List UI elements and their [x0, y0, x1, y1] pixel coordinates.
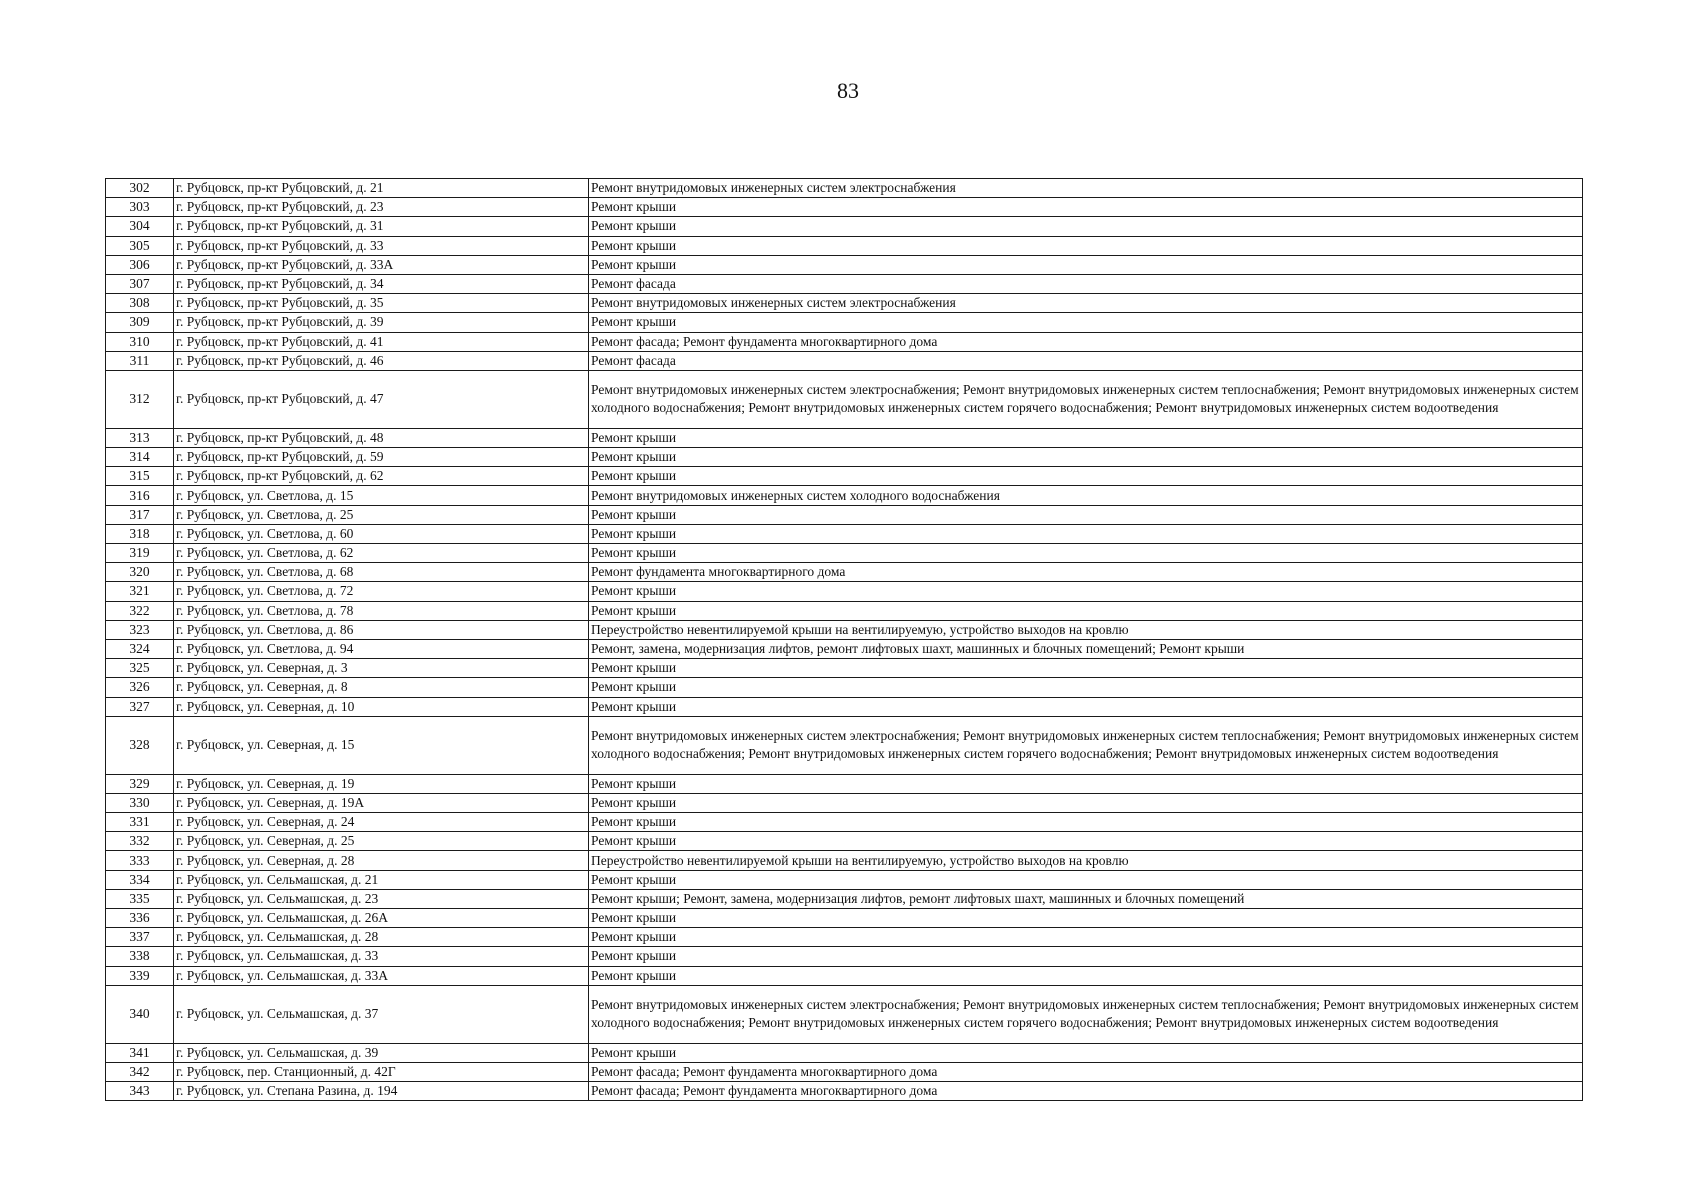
row-number-cell: 338 — [106, 947, 174, 966]
work-type-cell: Ремонт крыши — [589, 544, 1583, 563]
table-row — [106, 351, 1583, 370]
work-type-cell: Ремонт крыши — [589, 793, 1583, 812]
row-number-cell: 333 — [106, 851, 174, 870]
row-number-cell: 331 — [106, 813, 174, 832]
row-number-cell: 327 — [106, 697, 174, 716]
table-row — [106, 313, 1583, 332]
address-cell: г. Рубцовск, пр-кт Рубцовский, д. 33А — [174, 255, 589, 274]
address-cell: г. Рубцовск, пр-кт Рубцовский, д. 21 — [174, 179, 589, 198]
table-row — [106, 851, 1583, 870]
table-row — [106, 659, 1583, 678]
address-cell: г. Рубцовск, пр-кт Рубцовский, д. 39 — [174, 313, 589, 332]
row-number-cell: 312 — [106, 370, 174, 428]
address-cell: г. Рубцовск, ул. Северная, д. 15 — [174, 716, 589, 774]
table-row — [106, 179, 1583, 198]
row-number-cell: 311 — [106, 351, 174, 370]
row-number-cell: 306 — [106, 255, 174, 274]
address-cell: г. Рубцовск, ул. Сельмашская, д. 33 — [174, 947, 589, 966]
address-cell: г. Рубцовск, ул. Северная, д. 25 — [174, 832, 589, 851]
work-type-cell: Ремонт, замена, модернизация лифтов, ремонт лифтовых шахт, машинных и блочных помещений; Ремонт крыши — [589, 639, 1583, 658]
row-number-cell: 316 — [106, 486, 174, 505]
row-number-cell: 318 — [106, 524, 174, 543]
table-row — [106, 294, 1583, 313]
work-type-cell: Ремонт фасада; Ремонт фундамента многоквартирного дома — [589, 1082, 1583, 1101]
table-row — [106, 620, 1583, 639]
address-cell: г. Рубцовск, ул. Светлова, д. 25 — [174, 505, 589, 524]
work-type-cell: Ремонт крыши — [589, 909, 1583, 928]
table-row — [106, 966, 1583, 985]
work-type-cell: Ремонт крыши — [589, 313, 1583, 332]
work-type-cell: Переустройство невентилируемой крыши на вентилируемую, устройство выходов на кровлю — [589, 620, 1583, 639]
table-row — [106, 870, 1583, 889]
work-type-cell: Ремонт крыши — [589, 966, 1583, 985]
table-row — [106, 544, 1583, 563]
row-number-cell: 320 — [106, 563, 174, 582]
work-type-cell: Ремонт крыши — [589, 505, 1583, 524]
table-row — [106, 909, 1583, 928]
table-row — [106, 428, 1583, 447]
row-number-cell: 335 — [106, 889, 174, 908]
work-type-cell: Ремонт крыши — [589, 870, 1583, 889]
work-type-cell: Ремонт крыши — [589, 832, 1583, 851]
row-number-cell: 315 — [106, 467, 174, 486]
address-cell: г. Рубцовск, ул. Северная, д. 8 — [174, 678, 589, 697]
address-cell: г. Рубцовск, ул. Сельмашская, д. 37 — [174, 985, 589, 1043]
work-type-cell: Ремонт крыши — [589, 678, 1583, 697]
row-number-cell: 325 — [106, 659, 174, 678]
address-cell: г. Рубцовск, ул. Светлова, д. 60 — [174, 524, 589, 543]
row-number-cell: 314 — [106, 448, 174, 467]
address-cell: г. Рубцовск, ул. Светлова, д. 15 — [174, 486, 589, 505]
table-row — [106, 774, 1583, 793]
row-number-cell: 328 — [106, 716, 174, 774]
table-row — [106, 370, 1583, 428]
table-row — [106, 639, 1583, 658]
address-cell: г. Рубцовск, ул. Сельмашская, д. 33А — [174, 966, 589, 985]
work-type-cell: Ремонт крыши — [589, 947, 1583, 966]
table-row — [106, 889, 1583, 908]
row-number-cell: 329 — [106, 774, 174, 793]
address-cell: г. Рубцовск, пр-кт Рубцовский, д. 46 — [174, 351, 589, 370]
row-number-cell: 326 — [106, 678, 174, 697]
row-number-cell: 341 — [106, 1043, 174, 1062]
work-type-cell: Ремонт крыши — [589, 428, 1583, 447]
table-row — [106, 985, 1583, 1043]
row-number-cell: 302 — [106, 179, 174, 198]
address-cell: г. Рубцовск, ул. Северная, д. 19 — [174, 774, 589, 793]
table-row — [106, 832, 1583, 851]
row-number-cell: 305 — [106, 236, 174, 255]
work-type-cell: Ремонт фасада — [589, 274, 1583, 293]
table-row — [106, 813, 1583, 832]
table-row — [106, 793, 1583, 812]
work-type-cell: Ремонт крыши; Ремонт, замена, модернизация лифтов, ремонт лифтовых шахт, машинных и блочных помещений — [589, 889, 1583, 908]
work-type-cell: Ремонт крыши — [589, 236, 1583, 255]
work-type-cell: Ремонт крыши — [589, 448, 1583, 467]
address-cell: г. Рубцовск, пр-кт Рубцовский, д. 34 — [174, 274, 589, 293]
address-cell: г. Рубцовск, пер. Станционный, д. 42Г — [174, 1062, 589, 1081]
row-number-cell: 343 — [106, 1082, 174, 1101]
table-row — [106, 697, 1583, 716]
address-cell: г. Рубцовск, ул. Светлова, д. 94 — [174, 639, 589, 658]
work-type-cell: Ремонт фасада; Ремонт фундамента многоквартирного дома — [589, 1062, 1583, 1081]
table-row — [106, 217, 1583, 236]
table-row — [106, 467, 1583, 486]
work-type-cell: Переустройство невентилируемой крыши на вентилируемую, устройство выходов на кровлю — [589, 851, 1583, 870]
row-number-cell: 310 — [106, 332, 174, 351]
address-cell: г. Рубцовск, пр-кт Рубцовский, д. 48 — [174, 428, 589, 447]
row-number-cell: 317 — [106, 505, 174, 524]
address-cell: г. Рубцовск, ул. Сельмашская, д. 26А — [174, 909, 589, 928]
address-cell: г. Рубцовск, пр-кт Рубцовский, д. 62 — [174, 467, 589, 486]
row-number-cell: 339 — [106, 966, 174, 985]
work-type-cell: Ремонт крыши — [589, 813, 1583, 832]
row-number-cell: 322 — [106, 601, 174, 620]
address-cell: г. Рубцовск, ул. Светлова, д. 72 — [174, 582, 589, 601]
table-row — [106, 1082, 1583, 1101]
table-row — [106, 332, 1583, 351]
work-type-cell: Ремонт крыши — [589, 217, 1583, 236]
row-number-cell: 309 — [106, 313, 174, 332]
repair-table — [105, 178, 1583, 1101]
work-type-cell: Ремонт крыши — [589, 601, 1583, 620]
address-cell: г. Рубцовск, ул. Северная, д. 19А — [174, 793, 589, 812]
row-number-cell: 308 — [106, 294, 174, 313]
work-type-cell: Ремонт фасада — [589, 351, 1583, 370]
address-cell: г. Рубцовск, ул. Северная, д. 28 — [174, 851, 589, 870]
table-row — [106, 563, 1583, 582]
table-row — [106, 716, 1583, 774]
row-number-cell: 340 — [106, 985, 174, 1043]
table-row — [106, 448, 1583, 467]
row-number-cell: 307 — [106, 274, 174, 293]
address-cell: г. Рубцовск, пр-кт Рубцовский, д. 59 — [174, 448, 589, 467]
row-number-cell: 330 — [106, 793, 174, 812]
table-row — [106, 486, 1583, 505]
address-cell: г. Рубцовск, ул. Светлова, д. 62 — [174, 544, 589, 563]
table-row — [106, 236, 1583, 255]
address-cell: г. Рубцовск, ул. Степана Разина, д. 194 — [174, 1082, 589, 1101]
work-type-cell: Ремонт крыши — [589, 255, 1583, 274]
address-cell: г. Рубцовск, пр-кт Рубцовский, д. 23 — [174, 198, 589, 217]
work-type-cell: Ремонт внутридомовых инженерных систем электроснабжения — [589, 294, 1583, 313]
page-number: 83 — [837, 78, 859, 103]
work-type-cell: Ремонт крыши — [589, 467, 1583, 486]
row-number-cell: 323 — [106, 620, 174, 639]
work-type-cell: Ремонт внутридомовых инженерных систем электроснабжения; Ремонт внутридомовых инженерных систем теплоснабжения; Ремонт внутридомовых инженерных систем холодного водоснабжения; Ремонт внутридомовых инженерных систем горячего водоснабжения; Ремонт внутридомовых инженерных систем водоотведения — [589, 985, 1583, 1043]
work-type-cell: Ремонт крыши — [589, 659, 1583, 678]
table-row — [106, 1062, 1583, 1081]
address-cell: г. Рубцовск, ул. Сельмашская, д. 39 — [174, 1043, 589, 1062]
address-cell: г. Рубцовск, ул. Сельмашская, д. 21 — [174, 870, 589, 889]
work-type-cell: Ремонт внутридомовых инженерных систем электроснабжения; Ремонт внутридомовых инженерных систем теплоснабжения; Ремонт внутридомовых инженерных систем холодного водоснабжения; Ремонт внутридомовых инженерных систем горячего водоснабжения; Ремонт внутридомовых инженерных систем водоотведения — [589, 370, 1583, 428]
address-cell: г. Рубцовск, пр-кт Рубцовский, д. 33 — [174, 236, 589, 255]
document-sheet — [105, 178, 1583, 1101]
work-type-cell: Ремонт крыши — [589, 198, 1583, 217]
work-type-cell: Ремонт внутридомовых инженерных систем электроснабжения — [589, 179, 1583, 198]
table-row — [106, 1043, 1583, 1062]
row-number-cell: 313 — [106, 428, 174, 447]
table-row — [106, 274, 1583, 293]
table-row — [106, 524, 1583, 543]
table-row — [106, 582, 1583, 601]
work-type-cell: Ремонт внутридомовых инженерных систем холодного водоснабжения — [589, 486, 1583, 505]
address-cell: г. Рубцовск, пр-кт Рубцовский, д. 41 — [174, 332, 589, 351]
address-cell: г. Рубцовск, ул. Сельмашская, д. 28 — [174, 928, 589, 947]
address-cell: г. Рубцовск, ул. Светлова, д. 86 — [174, 620, 589, 639]
address-cell: г. Рубцовск, ул. Северная, д. 24 — [174, 813, 589, 832]
row-number-cell: 332 — [106, 832, 174, 851]
address-cell: г. Рубцовск, ул. Северная, д. 10 — [174, 697, 589, 716]
row-number-cell: 321 — [106, 582, 174, 601]
address-cell: г. Рубцовск, ул. Северная, д. 3 — [174, 659, 589, 678]
row-number-cell: 337 — [106, 928, 174, 947]
table-row — [106, 505, 1583, 524]
work-type-cell: Ремонт внутридомовых инженерных систем электроснабжения; Ремонт внутридомовых инженерных систем теплоснабжения; Ремонт внутридомовых инженерных систем холодного водоснабжения; Ремонт внутридомовых инженерных систем горячего водоснабжения; Ремонт внутридомовых инженерных систем водоотведения — [589, 716, 1583, 774]
address-cell: г. Рубцовск, ул. Сельмашская, д. 23 — [174, 889, 589, 908]
work-type-cell: Ремонт крыши — [589, 697, 1583, 716]
address-cell: г. Рубцовск, пр-кт Рубцовский, д. 47 — [174, 370, 589, 428]
work-type-cell: Ремонт крыши — [589, 582, 1583, 601]
work-type-cell: Ремонт крыши — [589, 774, 1583, 793]
table-row — [106, 601, 1583, 620]
work-type-cell: Ремонт фасада; Ремонт фундамента многоквартирного дома — [589, 332, 1583, 351]
work-type-cell: Ремонт фундамента многоквартирного дома — [589, 563, 1583, 582]
address-cell: г. Рубцовск, ул. Светлова, д. 78 — [174, 601, 589, 620]
table-row — [106, 255, 1583, 274]
table-row — [106, 678, 1583, 697]
row-number-cell: 342 — [106, 1062, 174, 1081]
row-number-cell: 319 — [106, 544, 174, 563]
table-row — [106, 928, 1583, 947]
row-number-cell: 334 — [106, 870, 174, 889]
row-number-cell: 304 — [106, 217, 174, 236]
work-type-cell: Ремонт крыши — [589, 524, 1583, 543]
row-number-cell: 336 — [106, 909, 174, 928]
work-type-cell: Ремонт крыши — [589, 928, 1583, 947]
table-row — [106, 198, 1583, 217]
address-cell: г. Рубцовск, пр-кт Рубцовский, д. 35 — [174, 294, 589, 313]
table-body — [106, 179, 1583, 1101]
row-number-cell: 303 — [106, 198, 174, 217]
table-row — [106, 947, 1583, 966]
row-number-cell: 324 — [106, 639, 174, 658]
address-cell: г. Рубцовск, пр-кт Рубцовский, д. 31 — [174, 217, 589, 236]
work-type-cell: Ремонт крыши — [589, 1043, 1583, 1062]
address-cell: г. Рубцовск, ул. Светлова, д. 68 — [174, 563, 589, 582]
